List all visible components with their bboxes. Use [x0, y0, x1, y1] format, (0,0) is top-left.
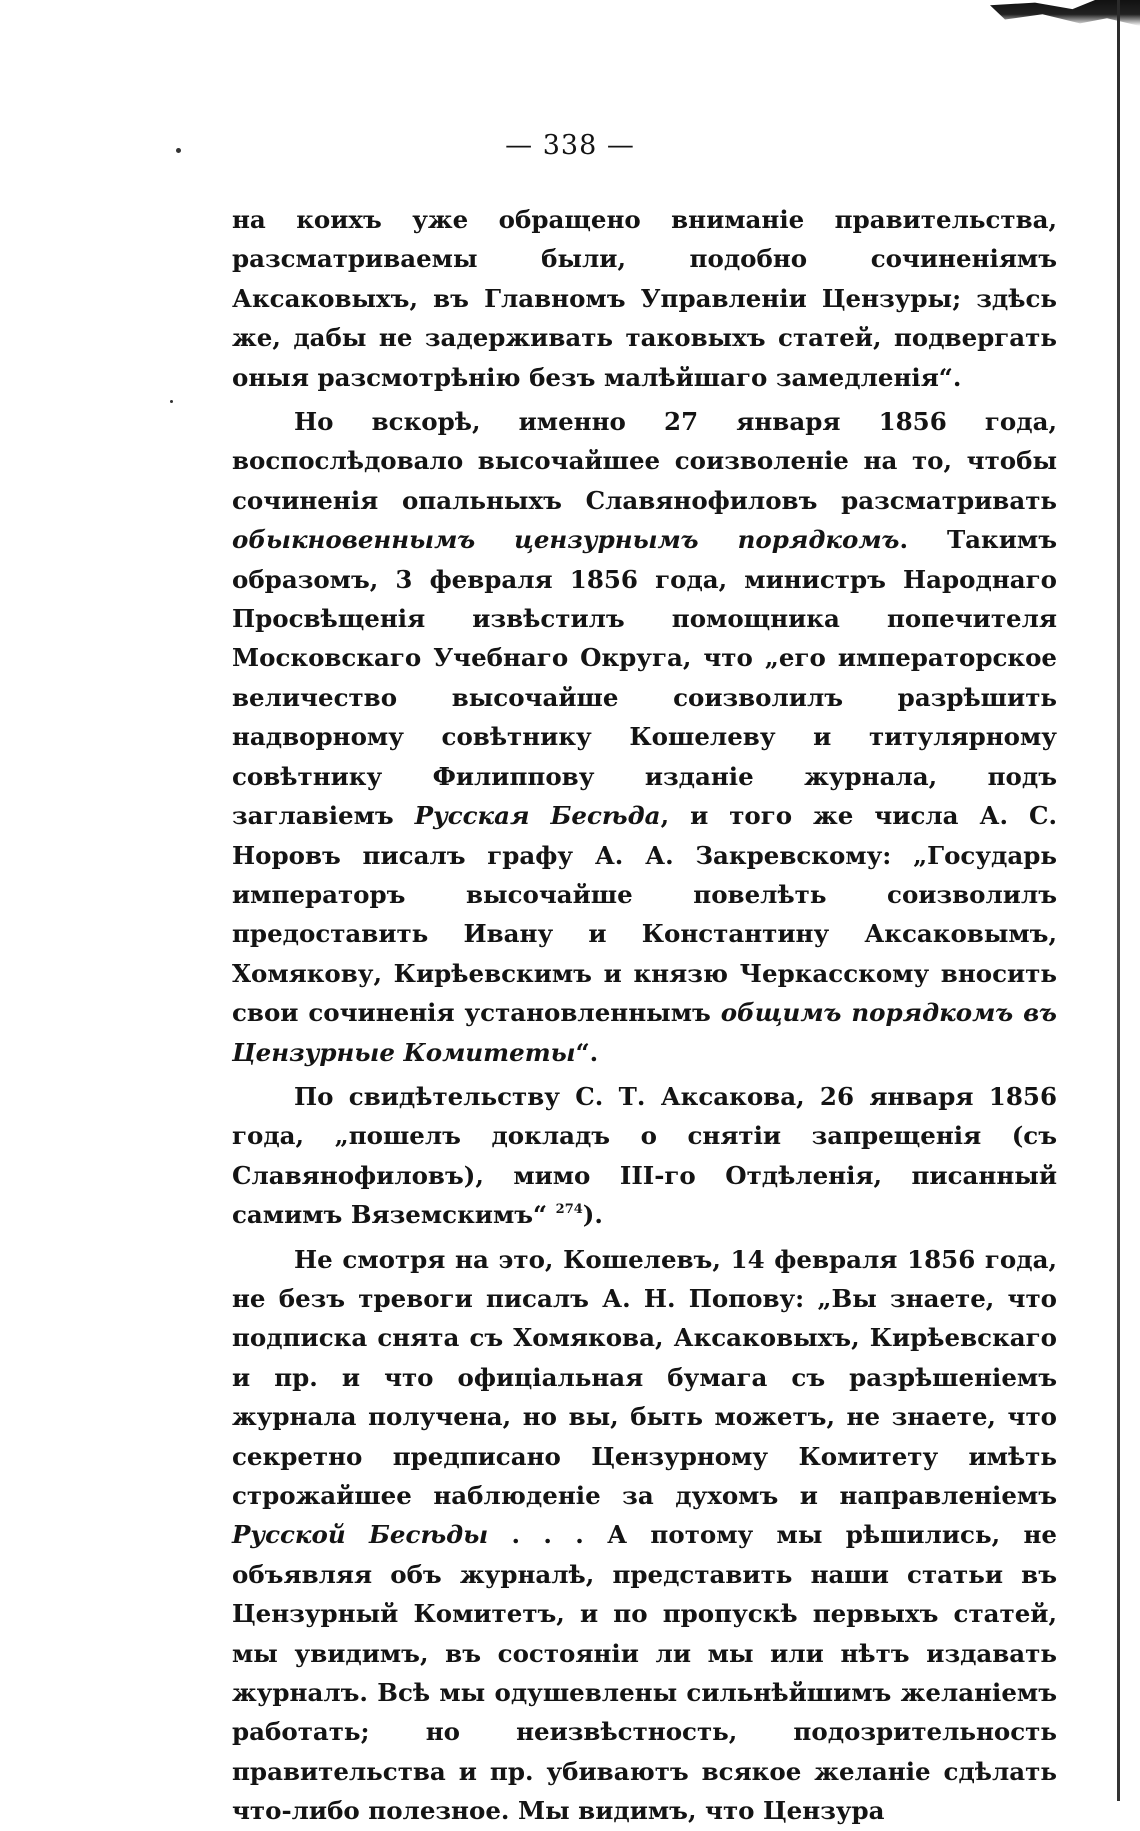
text-segment: “.	[575, 1037, 599, 1067]
text-segment: . . . А потому мы рѣшились, не объявляя объ журналѣ, представить наши статьи въ Цензурный Комитетъ, и по пропускѣ первыхъ статей, мы увидимъ, въ состояніи ли мы или нѣтъ издавать журналъ. Всѣ мы одушевлены сильнѣйшимъ желаніемъ работать; но неизвѣстность, подозрительность правительства и пр. убиваютъ всякое желаніе сдѣлать что-либо полезное. Мы видимъ, что Цензура	[232, 1520, 1057, 1826]
paragraph	[232, 200, 1057, 397]
footnote-ref: 274	[555, 1202, 583, 1218]
text-segment: Не смотря на это, Кошелевъ, 14 февраля 1856 года, не безъ тревоги писалъ А. Н. Попову: „Вы знаете, что подписка снята съ Хомякова, Аксаковыхъ, Кирѣевскаго и пр. и что офиціальная бумага съ разрѣшеніемъ журнала получена, но вы, быть можетъ, не знаете, что секретно предписано Цензурному Комитету имѣть строжайшее наблюденіе за духомъ и направленіемъ	[232, 1244, 1057, 1510]
text-segment: , и того же числа А. С. Норовъ писалъ графу А. А. Закревскому: „Государь императоръ высочайше повелѣть соизволилъ предоставить Ивану и Константину Аксаковымъ, Хомякову, Кирѣевскимъ и князю Черкасскому вносить свои сочиненія установленнымъ	[232, 801, 1057, 1028]
paragraph	[232, 402, 1057, 1072]
text-segment: ).	[582, 1200, 603, 1230]
italic-text: Русская Бесѣда	[414, 801, 661, 831]
text-segment: По свидѣтельству С. Т. Аксакова, 26 января 1856 года, „пошелъ докладъ о снятіи запрещенія (съ Славянофиловъ), мимо III-го Отдѣленія, писанный самимъ Вяземскимъ“	[232, 1081, 1057, 1230]
text-segment: на коихъ уже обращено вниманіе правительства, разсматриваемы были, подобно сочиненіямъ Аксаковыхъ, въ Главномъ Управленіи Цензуры; здѣсь же, дабы не задерживать таковыхъ статей, подвергать оныя разсмотрѣнію безъ малѣйшаго замедленія“.	[232, 205, 1057, 392]
page-edge-line	[1117, 0, 1120, 1801]
body-text	[232, 200, 1057, 1831]
page-number: — 338 —	[505, 130, 635, 161]
paragraph	[232, 1240, 1057, 1831]
text-segment: . Такимъ образомъ, 3 февраля 1856 года, министръ Народнаго Просвѣщенія извѣстилъ помощника попечителя Московскаго Учебнаго Округа, что „его императорское величество высочайше соизволилъ разрѣшить надворному совѣтнику Кошелеву и титулярному совѣтнику Филиппову изданіе журнала, подъ заглавіемъ	[232, 525, 1057, 831]
text-segment: Но вскорѣ, именно 27 января 1856 года, воспослѣдовало высочайшее соизволеніе на то, чтобы сочиненія опальныхъ Славянофиловъ разсматривать	[232, 407, 1057, 515]
italic-text: Русской Бесѣды	[232, 1520, 489, 1550]
italic-text: обыкновеннымъ цензурнымъ порядкомъ	[232, 525, 900, 555]
paragraph	[232, 1077, 1057, 1235]
scan-speck	[170, 400, 173, 403]
italic-text: общимъ порядкомъ въ Цензурные Комитеты	[232, 998, 1057, 1067]
